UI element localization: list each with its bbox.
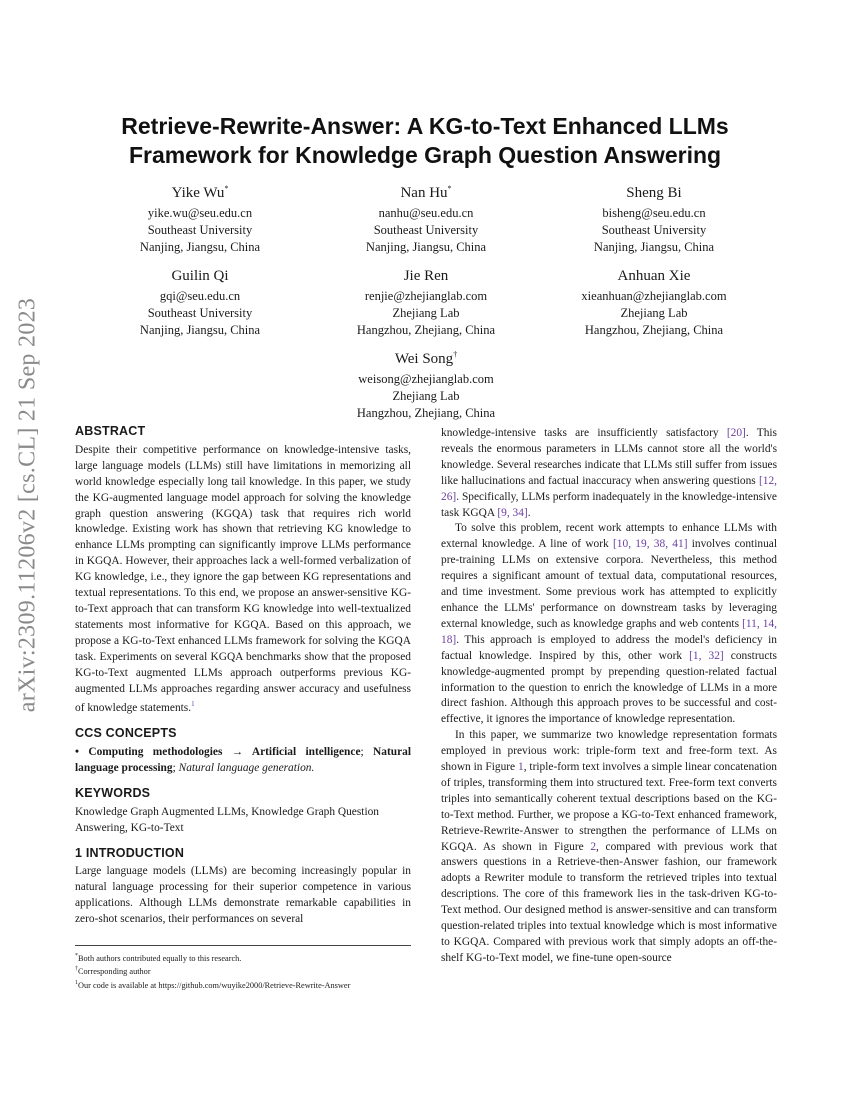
author-location: Hangzhou, Zhejiang, China	[356, 323, 496, 337]
author-block	[90, 262, 310, 339]
citation-link[interactable]: [12, 26]	[441, 474, 777, 503]
author-affiliation: Southeast University	[373, 223, 479, 237]
author-block	[544, 179, 764, 256]
author-name: Anhuan Xie	[617, 268, 691, 284]
author-block	[316, 179, 536, 256]
author-affiliation: Zhejiang Lab	[392, 306, 460, 320]
introduction-heading: 1 INTRODUCTION	[75, 845, 185, 860]
author-email[interactable]: xieanhuan@zhejianglab.com	[581, 289, 727, 303]
author-location: Hangzhou, Zhejiang, China	[584, 323, 724, 337]
ccs-separator: ;	[172, 761, 179, 774]
author-location: Nanjing, Jiangsu, China	[139, 240, 261, 254]
author-name: Jie Ren	[403, 268, 449, 284]
author-email[interactable]: renjie@zhejianglab.com	[364, 289, 488, 303]
abstract-body: Despite their competitive performance on knowledge-intensive tasks, large language models (LLMs) still have limitations in memorizing all world knowledge especially long tail knowledge. In this paper, we study the KG-augmented language model approach for solving the knowledge graph question answering (KGQA) task that requires rich world knowledge. Existing work has shown that retrieving KG knowledge to enhance LLMs prompting can significantly improve LLMs performance in KGQA. However, their approaches lack a well-formed verbalization of KG knowledge, i.e., they ignore the gap between KG representations and textual representations. To this end, we propose an answer-sensitive KG-to-Text approach that can transform KG knowledge into well-textualized statements most informative for KGQA. Based on this approach, we propose a KG-to-Text enhanced LLMs framework for solving the KGQA task. Experiments on several KGQA benchmarks show that the proposed KG-to-Text augmented LLMs approach outperforms previous KG-augmented LLMs approaches regarding answer accuracy and usefulness of knowledge statements.	[75, 443, 411, 715]
author-block	[316, 262, 536, 339]
author-email[interactable]: weisong@zhejianglab.com	[358, 372, 494, 386]
title-line-2: Framework for Knowledge Graph Question Answering	[128, 142, 722, 168]
abstract-heading: ABSTRACT	[75, 424, 146, 438]
citation-link[interactable]: [1, 32]	[689, 649, 724, 662]
right-column	[441, 426, 777, 967]
left-column	[75, 424, 411, 928]
author-name: Sheng Bi	[626, 185, 682, 201]
abstract-text	[75, 443, 411, 717]
ccs-part-2: Artificial intelligence	[251, 746, 361, 759]
author-email[interactable]: bisheng@seu.edu.cn	[602, 206, 706, 220]
title-line-1: Retrieve-Rewrite-Answer: A KG-to-Text Enhanced LLMs	[121, 113, 729, 139]
author-name: Nan Hu	[400, 185, 448, 201]
ccs-part-1: Computing methodologies	[88, 746, 223, 759]
figure-reference-link[interactable]: 2	[590, 840, 597, 853]
author-location: Nanjing, Jiangsu, China	[139, 323, 261, 337]
introduction-section	[75, 846, 411, 929]
introduction-paragraph: Large language models (LLMs) are becoming increasingly popular in natural language processing for their superior competence in various applications. Although LLMs demonstrate remarkable capabilities in zero-shot scenarios, their performances on several	[75, 865, 411, 926]
author-affiliation: Southeast University	[601, 223, 707, 237]
ccs-separator: ;	[360, 746, 374, 759]
author-name: Wei Song	[394, 351, 454, 367]
author-location: Nanjing, Jiangsu, China	[365, 240, 487, 254]
ccs-part-4: Natural language generation.	[178, 761, 315, 774]
author-block	[544, 262, 764, 339]
ccs-heading: CCS CONCEPTS	[75, 726, 177, 741]
footnote-equal-contribution: *Both authors contributed equally to this research.	[75, 953, 242, 963]
author-block	[90, 179, 310, 256]
figure-reference-link[interactable]: 1	[518, 761, 524, 774]
arxiv-identifier: arXiv:2309.11206v2 [cs.CL] 21 Sep 2023	[14, 297, 41, 713]
author-mark: †	[453, 350, 458, 359]
keywords-heading: KEYWORDS	[75, 785, 151, 800]
intro-paragraph-3: In this paper, we summarize two knowledge representation formats employed in previous work: triple-form text and free-form text. As shown in Figure 1, triple-form text involves a simple linear concatenation of triples, transforming them into structured text. Free-form text converts triples into semantically coherent textual descriptions based on the KG-to-Text method. Further, we propose a KG-to-Text enhanced framework, Retrieve-Rewrite-Answer to strengthen the performance of LLMs on KGQA. As shown in Figure 2, compared with previous work that answers questions in a Retrieve-then-Answer fashion, our framework adopts a Rewriter module to transform the retrieved triples into textual descriptions. The core of this framework lies in the task-driven KG-to-Text method. Our designed method is answer-sensitive and can transform question-related triples into textual knowledge which is most informative to KGQA. Compared with previous work that simply adopts an off-the-shelf KG-to-Text model, we fine-tune open-source	[441, 729, 777, 964]
citation-link[interactable]: [11, 14, 18]	[441, 617, 777, 646]
abstract-footnote-ref[interactable]: 1	[191, 700, 195, 709]
keywords-section	[75, 786, 411, 837]
footnotes	[75, 945, 411, 991]
author-block	[316, 345, 536, 422]
ccs-concepts	[75, 745, 411, 777]
author-affiliation: Zhejiang Lab	[392, 389, 460, 403]
intro-paragraph-1: knowledge-intensive tasks are insufficiently satisfactory [20]. This reveals the enormous parameters in LLMs cannot store all the world's knowledge. Several researches indicate that LLMs still suffer from issues like hallucinations and factual inaccuracy when answering questions [12, 26]. Specifically, LLMs perform inadequately in the knowledge-intensive task KGQA [9, 34].	[441, 427, 777, 519]
author-location: Hangzhou, Zhejiang, China	[356, 406, 496, 420]
footnote-corresponding-author: †Corresponding author	[75, 966, 151, 977]
ccs-part-3: Natural language processing	[75, 746, 411, 774]
author-mark: *	[224, 184, 229, 193]
author-affiliation: Southeast University	[147, 306, 253, 320]
footnote-code-link: $^1$Our code is available at https://github.com/wuyike2000/Retrieve-Rewrite-Answer	[75, 979, 351, 990]
paper-title	[0, 112, 850, 170]
author-affiliation: Zhejiang Lab	[620, 306, 688, 320]
ccs-bullet: •	[75, 746, 79, 759]
keywords-text: Knowledge Graph Augmented LLMs, Knowledge Graph Question Answering, KG-to-Text	[75, 805, 380, 834]
citation-link[interactable]: [10, 19, 38, 41]	[613, 538, 688, 551]
author-email[interactable]: nanhu@seu.edu.cn	[378, 206, 474, 220]
author-name: Yike Wu	[171, 185, 225, 201]
arxiv-watermark	[8, 295, 48, 715]
author-location: Nanjing, Jiangsu, China	[593, 240, 715, 254]
citation-link[interactable]: [9, 34]	[497, 506, 528, 519]
author-mark: *	[447, 184, 452, 193]
citation-link[interactable]: [20]	[726, 427, 746, 439]
author-email[interactable]: gqi@seu.edu.cn	[159, 289, 241, 303]
author-email[interactable]: yike.wu@seu.edu.cn	[147, 206, 253, 220]
ccs-arrow: →	[222, 746, 252, 759]
intro-paragraph-2: To solve this problem, recent work attempts to enhance LLMs with external knowledge. A line of work [10, 19, 38, 41] involves continual pre-training LLMs on extensive corpora. Nevertheless, this method requires a significant amount of textual data, computational resources, and time investment. Some previous work has attempted to explicitly enhance the LLMs' performance on downstream tasks by leveraging external knowledge, such as knowledge graphs and web contents [11, 14, 18]. This approach is employed to address the model's deficiency in factual knowledge. Inspired by this, other work [1, 32] constructs knowledge-augmented prompt by prepending question-related factual information to the question to enrich the knowledge of LLMs in a more direct fashion. Although this approach proves to be successful and cost-effective, it ignores the importance of knowledge representation.	[441, 522, 777, 726]
author-affiliation: Southeast University	[147, 223, 253, 237]
author-name: Guilin Qi	[171, 268, 229, 284]
ccs-section	[75, 726, 411, 777]
